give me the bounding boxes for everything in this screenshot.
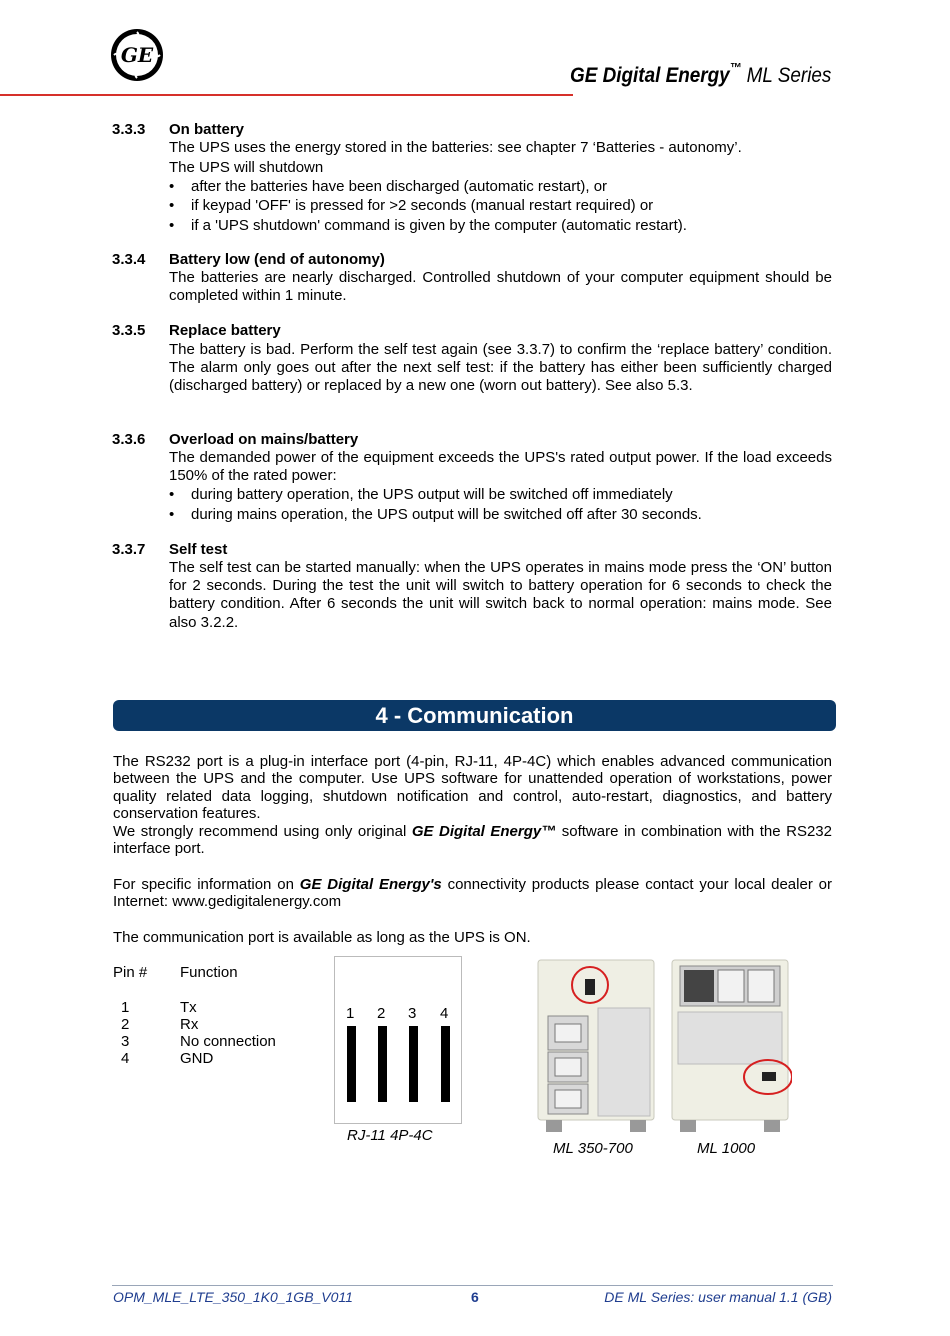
comm-recommend: We strongly recommend using only original GE Digital Energy™ software in combination with the RS232 interface port.	[113, 822, 832, 858]
ups-ml350-700-rear-panel	[536, 958, 656, 1136]
section-body	[169, 559, 832, 632]
bullet-item: • if keypad 'OFF' is pressed for >2 seconds (manual restart required) or	[169, 196, 832, 216]
header-brand: GE Digital Energy	[569, 64, 730, 87]
pin-function: No connection	[180, 1033, 276, 1050]
section-number: 3.3.6	[112, 431, 146, 448]
pin-number: 2	[121, 1016, 130, 1033]
bullet-item: • during battery operation, the UPS output will be switched off immediately	[169, 485, 832, 505]
header-tm: ™	[729, 60, 741, 75]
section-body	[169, 449, 832, 525]
body-line: The UPS will shutdown	[169, 158, 324, 176]
bullet-item: • if a 'UPS shutdown' command is given by the computer (automatic restart).	[169, 216, 832, 236]
svg-text:GE: GE	[120, 43, 154, 67]
power-socket	[548, 1016, 588, 1114]
comm-contact: For specific information on GE Digital Energy's connectivity products please contact your local dealer or Internet: www.gedigitalenergy.com	[113, 876, 832, 911]
connector-pin-label: 4	[440, 1005, 449, 1022]
section-body	[169, 269, 832, 305]
section-number: 3.3.3	[112, 121, 146, 138]
connector-pin	[347, 1026, 356, 1102]
body-text: The demanded power of the equipment exceeds the UPS's rated output power. If the load exceeds 150% of the rated power:	[169, 449, 832, 485]
brand-name: GE Digital Energy's	[299, 876, 442, 893]
section-title: On battery	[169, 121, 245, 138]
connector-pin-label: 3	[408, 1005, 417, 1022]
body-text: The self test can be started manually: when the UPS operates in mains mode press the ‘ON’ button for 2 seconds. During the test the unit will switch to battery operation for 6 seconds to check the battery condition. After 6 seconds the unit will switch back to normal operation: mains mode. See also 3.2.2.	[169, 559, 832, 631]
bullet-item: • during mains operation, the UPS output will be switched off after 30 seconds.	[169, 505, 832, 525]
body-text: The batteries are nearly discharged. Controlled shutdown of your computer equipment should be completed within 1 minute.	[169, 269, 832, 305]
section-body	[169, 341, 832, 396]
ge-logo	[110, 28, 164, 82]
page-number: 6	[471, 1289, 479, 1305]
pin-function: GND	[180, 1050, 214, 1067]
header-rule	[0, 94, 573, 96]
comm-availability: The communication port is available as long as the UPS is ON.	[113, 929, 531, 946]
connector-pin	[441, 1026, 450, 1102]
pin-function: Rx	[180, 1016, 199, 1033]
comm-intro	[113, 753, 832, 857]
connector-pin-label: 1	[346, 1005, 355, 1022]
connector-pin	[378, 1026, 387, 1102]
footer-rule	[112, 1285, 833, 1286]
pin-number: 4	[121, 1050, 130, 1067]
body-text: The battery is bad. Perform the self test again (see 3.3.7) to confirm the ‘replace battery’ condition. The alarm only goes out after the next self test: if the battery has either been sufficiently charged (discharged battery) or replaced by a new one (worn out battery). See also 5.3.	[169, 341, 832, 395]
chapter-banner: 4 - Communication	[113, 700, 836, 731]
connector-caption: RJ-11 4P-4C	[347, 1127, 433, 1144]
body-line: The UPS uses the energy stored in the batteries: see chapter 7 ‘Batteries - autonomy’.	[169, 139, 742, 156]
function-header: Function	[180, 964, 238, 981]
ups-ml1000-rear-panel	[670, 958, 792, 1136]
brand-name: GE Digital Energy™	[411, 822, 557, 840]
header-title	[570, 60, 831, 88]
footer-manual-title: DE ML Series: user manual 1.1 (GB)	[604, 1289, 832, 1305]
header-series: ML Series	[746, 64, 831, 87]
pin-number: 1	[121, 999, 130, 1016]
section-number: 3.3.7	[112, 541, 146, 558]
connector-pin	[409, 1026, 418, 1102]
comm-paragraph: The RS232 port is a plug-in interface port (4-pin, RJ-11, 4P-4C) which enables advanced communication between the UPS and the computer. Use UPS software for unattended operation of workstations, power quality related data logging, shutdown notification and control, auto-restart, diagnostics, and battery conservation features.	[113, 753, 832, 823]
footer-doc-id: OPM_MLE_LTE_350_1K0_1GB_V011	[113, 1289, 353, 1305]
pin-function: Tx	[180, 999, 197, 1016]
pin-number: 3	[121, 1033, 130, 1050]
ups-caption: ML 350-700	[553, 1140, 633, 1157]
section-body	[169, 139, 832, 235]
section-number: 3.3.4	[112, 251, 146, 268]
section-title: Battery low (end of autonomy)	[169, 251, 385, 268]
ups-caption: ML 1000	[697, 1140, 756, 1157]
connector-pin-label: 2	[377, 1005, 386, 1022]
section-title: Self test	[169, 541, 228, 558]
section-number: 3.3.5	[112, 322, 146, 339]
pin-header: Pin #	[113, 964, 148, 981]
section-title: Replace battery	[169, 322, 281, 339]
bullet-item: • after the batteries have been discharged (automatic restart), or	[169, 177, 832, 197]
section-title: Overload on mains/battery	[169, 431, 359, 448]
